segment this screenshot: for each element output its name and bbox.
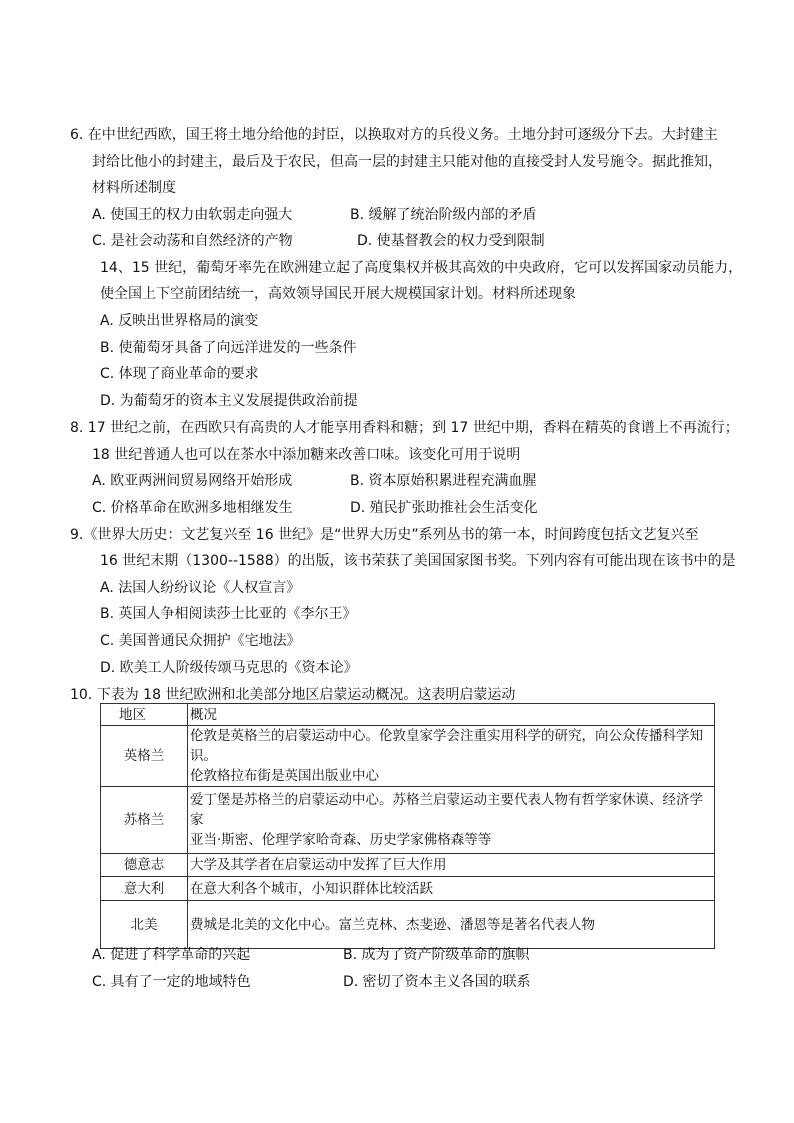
overview-cell: 费城是北美的文化中心。富兰克林、杰斐逊、潘恩等是著名代表人物 (188, 901, 715, 949)
q7-option-b: B. 使葡萄牙具备了向远洋进发的一些条件 (100, 340, 357, 356)
header-overview: 概况 (188, 704, 715, 726)
overview-line: 伦敦格拉布街是英国出版业中心 (190, 768, 379, 784)
overview-cell (188, 787, 715, 854)
region-cell: 苏格兰 (101, 787, 188, 854)
q6-option-c: C. 是社会动荡和自然经济的产物 (92, 233, 293, 249)
table-row (101, 877, 715, 901)
overview-cell: 大学及其学者在启蒙运动中发挥了巨大作用 (188, 854, 715, 877)
table-row (101, 901, 715, 949)
q7-option-c: C. 体现了商业革命的要求 (100, 366, 259, 382)
q8-option-c: C. 价格革命在欧洲多地相继发生 (92, 500, 293, 516)
q6-option-d: D. 使基督教会的权力受到限制 (357, 233, 545, 249)
q8-option-d: D. 殖民扩张助推社会生活变化 (350, 500, 538, 516)
region-cell: 意大利 (101, 877, 188, 901)
table-row (101, 787, 715, 854)
q7-stem-line-2: 使全国上下空前团结统一，高效领导国民开展大规模国家计划。材料所述现象 (100, 286, 576, 302)
q9-option-a: A. 法国人纷纷议论《人权宣言》 (100, 580, 301, 596)
q8-option-a: A. 欧亚两洲间贸易网络开始形成 (92, 473, 293, 489)
region-cell: 北美 (101, 901, 188, 949)
q6-option-b: B. 缓解了统治阶级内部的矛盾 (350, 207, 537, 223)
q10-stem: 10. 下表为 18 世纪欧洲和北美部分地区启蒙运动概况。这表明启蒙运动 (70, 687, 516, 703)
overview-line: 亚当·斯密、伦理学家哈奇森、历史学家佛格森等等 (190, 832, 492, 848)
q7-option-a: A. 反映出世界格局的演变 (100, 313, 259, 329)
q10-option-b: B. 成为了资产阶级革命的旗帜 (343, 947, 530, 963)
q9-stem-line-2: 16 世纪末期（1300--1588）的出版，该书荣获了美国国家图书奖。下列内容有可能出现在该书中的是 (100, 553, 736, 569)
q9-option-b: B. 英国人争相阅读莎士比亚的《李尔王》 (100, 606, 357, 622)
q10-option-c: C. 具有了一定的地域特色 (92, 974, 251, 990)
q8-stem-line-2: 18 世纪普通人也可以在茶水中添加糖来改善口味。该变化可用于说明 (92, 447, 521, 463)
header-region: 地区 (101, 704, 188, 726)
table-row (101, 726, 715, 787)
q6-stem-line-1: 6. 在中世纪西欧，国王将土地分给他的封臣，以换取对方的兵役义务。土地分封可逐级分下去。大封建主 (70, 127, 718, 143)
q9-stem-line-1: 9.《世界大历史：文艺复兴至 16 世纪》是“世界大历史”系列丛书的第一本，时间跨度包括文艺复兴至 (70, 527, 699, 543)
q6-option-a: A. 使国王的权力由软弱走向强大 (92, 207, 293, 223)
enlightenment-table (100, 703, 715, 949)
q8-stem-line-1: 8. 17 世纪之前，在西欧只有高贵的人才能享用香料和糖；到 17 世纪中期，香料在精英的食谱上不再流行； (70, 420, 739, 436)
q6-stem-line-3: 材料所述制度 (92, 180, 176, 196)
q8-option-b: B. 资本原始积累进程充满血腥 (350, 473, 537, 489)
q7-stem-line-1: 14、15 世纪，葡萄牙率先在欧洲建立起了高度集权并极其高效的中央政府，它可以发挥国家动员能力， (100, 260, 743, 276)
table-row (101, 854, 715, 877)
table-header-row (101, 704, 715, 726)
overview-cell: 在意大利各个城市，小知识群体比较活跃 (188, 877, 715, 901)
overview-cell (188, 726, 715, 787)
q9-option-d: D. 欧美工人阶级传颂马克思的《资本论》 (100, 660, 358, 676)
overview-line: 爱丁堡是苏格兰的启蒙运动中心。苏格兰启蒙运动主要代表人物有哲学家休谟、经济学家 (190, 792, 703, 828)
q10-option-d: D. 密切了资本主义各国的联系 (343, 974, 531, 990)
region-cell: 英格兰 (101, 726, 188, 787)
q6-stem-line-2: 封给比他小的封建主，最后及于农民，但高一层的封建主只能对他的直接受封人发号施令。据此推知， (92, 154, 722, 170)
overview-line: 伦敦是英格兰的启蒙运动中心。伦敦皇家学会注重实用科学的研究，向公众传播科学知识。 (190, 728, 703, 764)
region-cell: 德意志 (101, 854, 188, 877)
q10-option-a: A. 促进了科学革命的兴起 (92, 947, 251, 963)
q9-option-c: C. 美国普通民众拥护《宅地法》 (100, 633, 301, 649)
q7-option-d: D. 为葡萄牙的资本主义发展提供政治前提 (100, 393, 358, 409)
